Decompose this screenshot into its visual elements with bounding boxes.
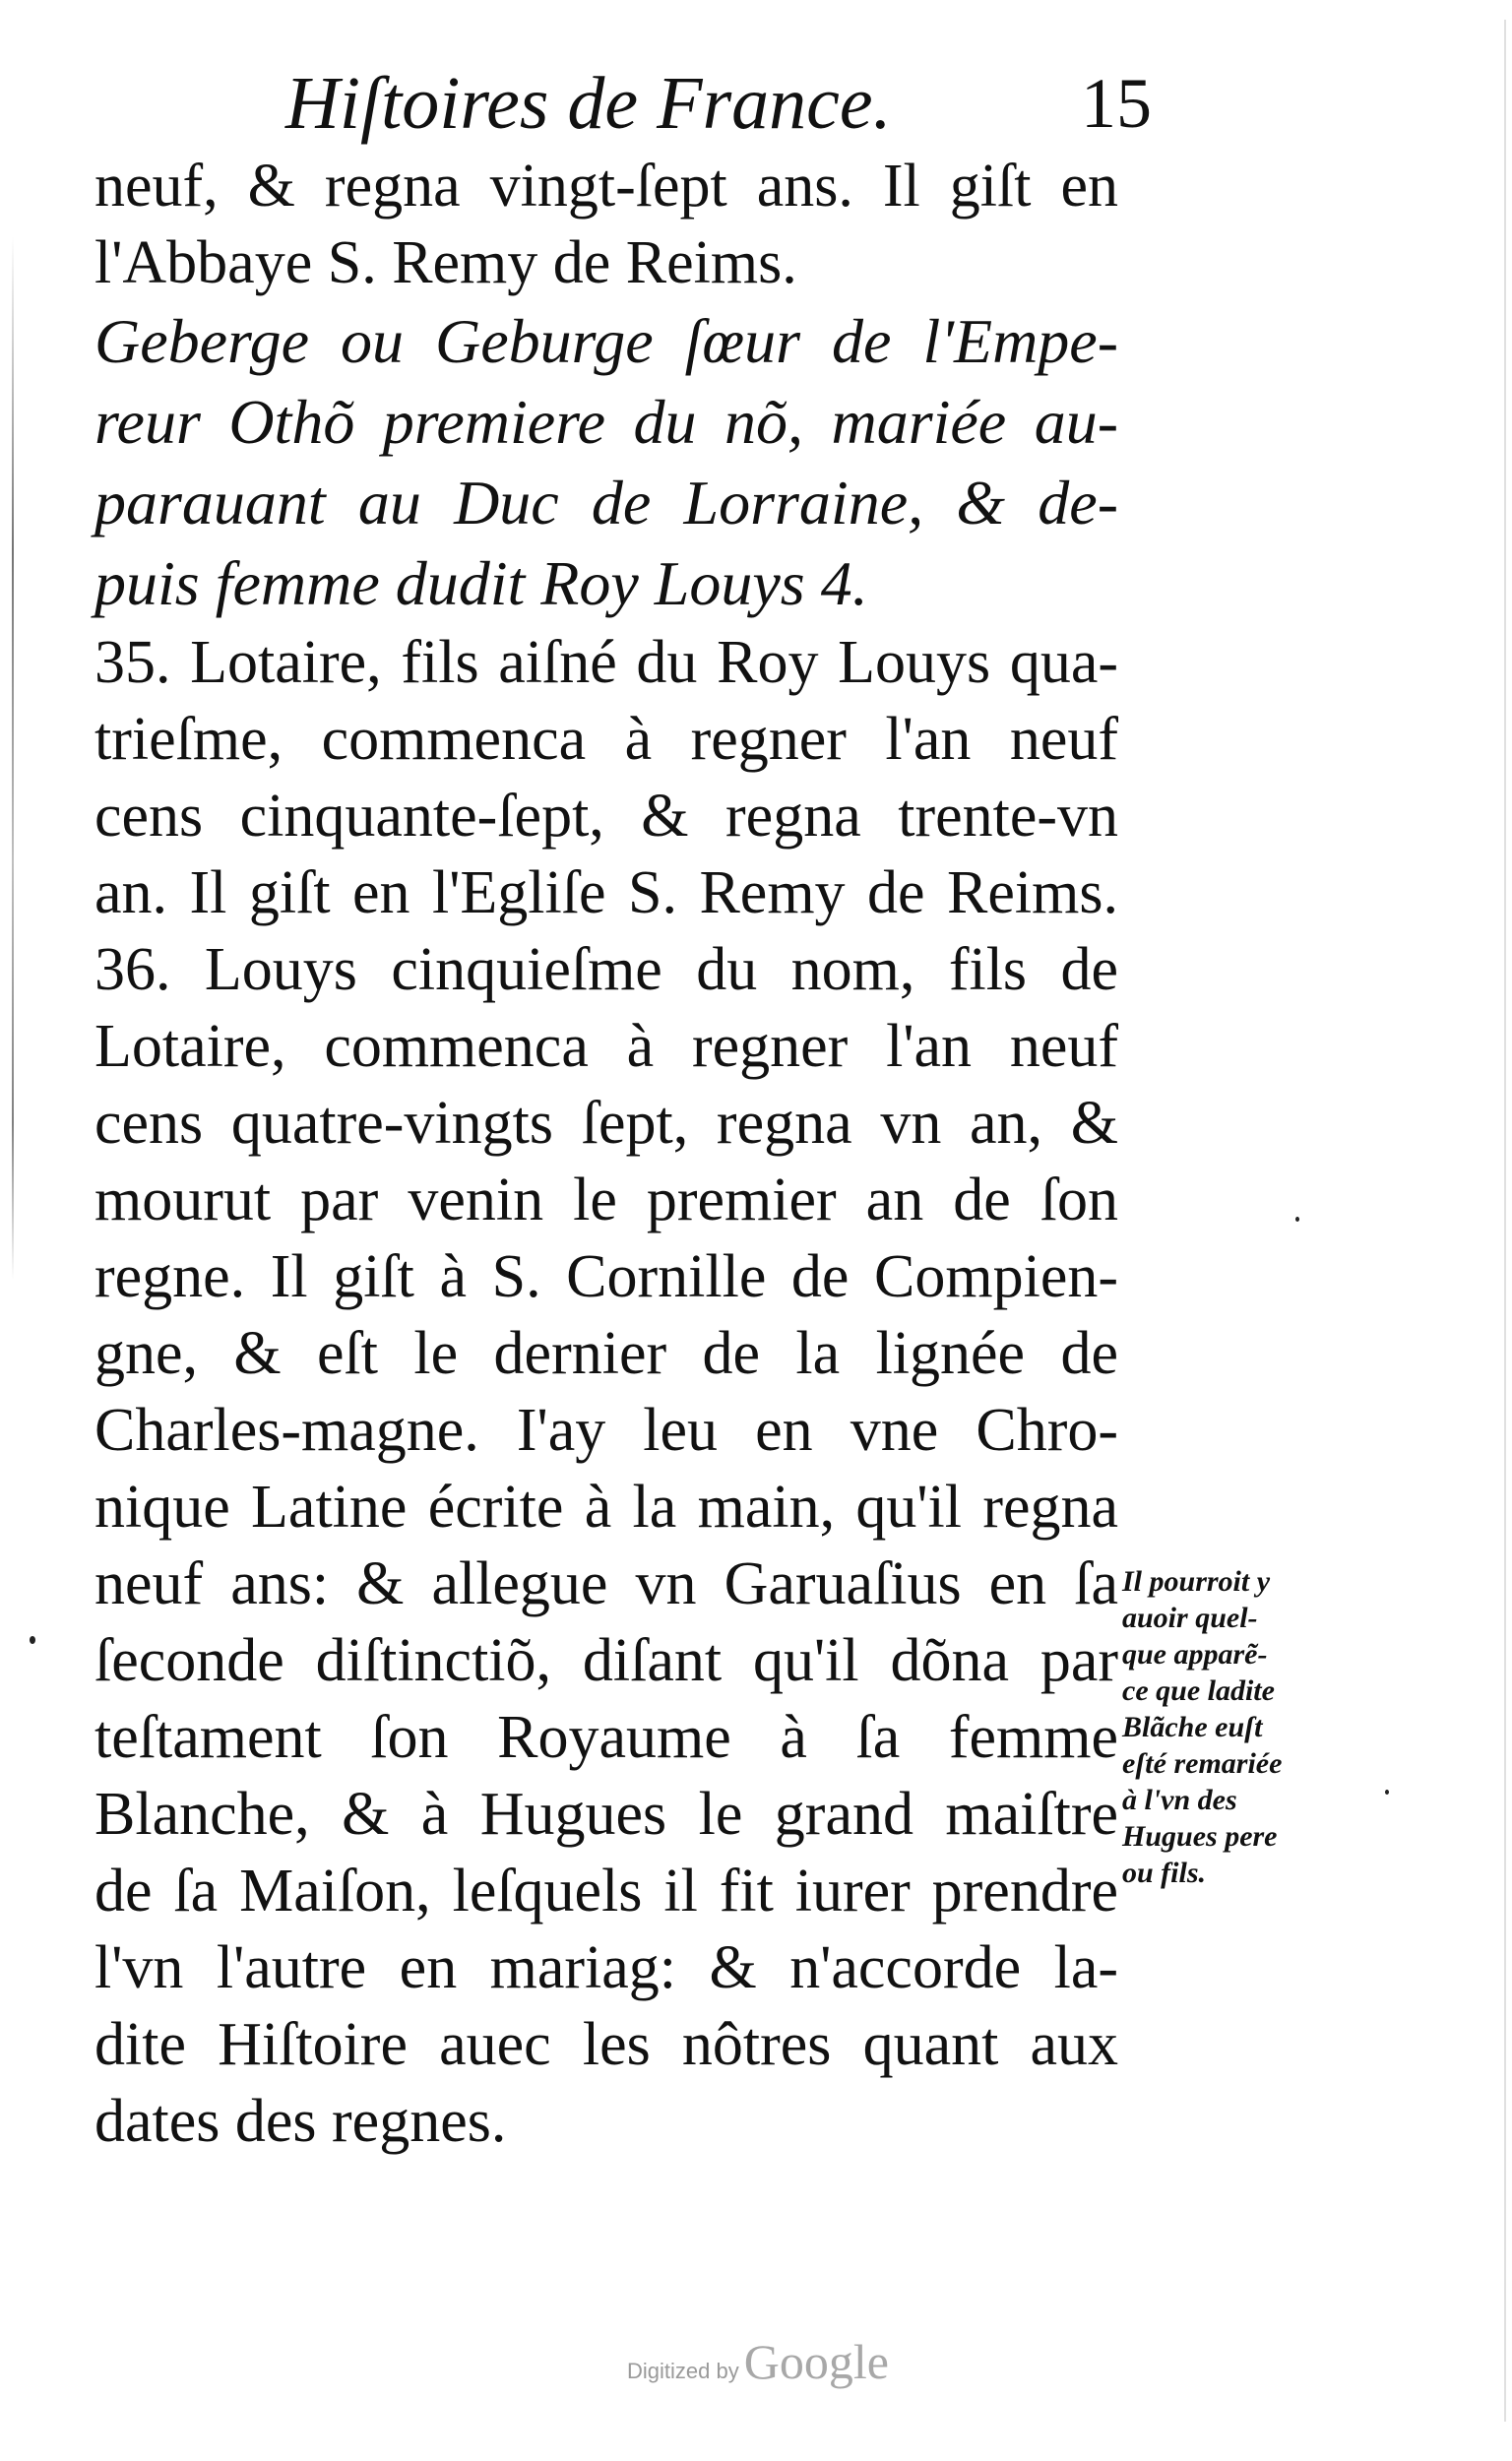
text-line: Geberge ou Geburge ſœur de l'Empe- — [94, 306, 1118, 376]
body-text — [94, 148, 1118, 2160]
text-line: cens quatre-vingts ſept, regna vn an, & — [94, 1090, 1118, 1157]
margin-note-line: Hugues pere — [1122, 1820, 1278, 1853]
binding-edge — [12, 236, 14, 1280]
text-line: parauant au Duc de Lorraine, & de- — [94, 468, 1118, 537]
text-line: cens cinquante-ſept, & regna trente-vn — [94, 783, 1118, 850]
text-line: mourut par venin le premier an de ſon — [94, 1167, 1118, 1233]
margin-note-line: eſté remariée — [1122, 1747, 1283, 1780]
text-line: dates des regnes. — [94, 2088, 507, 2155]
running-title: Hiſtoires de France. — [285, 62, 892, 145]
text-line: reur Othõ premiere du nõ, mariée au- — [94, 387, 1118, 457]
text-line: 35. Lotaire, fils aiſné du Roy Louys qua- — [94, 629, 1118, 696]
text-line: dite Hiſtoire auec les nôtres quant aux — [94, 2011, 1118, 2078]
text-line: puis femme dudit Roy Louys 4. — [94, 548, 868, 618]
text-line: trieſme, commenca à regner l'an neuf — [94, 706, 1118, 773]
text-line: neuf ans: & allegue vn Garuaſius en ſa — [94, 1550, 1118, 1617]
margin-note-line: à l'vn des — [1122, 1784, 1237, 1816]
text-line: 36. Louys cinquieſme du nom, fils de — [94, 936, 1118, 1003]
margin-note-line: auoir quel- — [1122, 1602, 1258, 1634]
margin-note-line: Blãche euſt — [1122, 1711, 1263, 1743]
ink-speck — [1295, 1217, 1299, 1222]
page-number: 15 — [1081, 64, 1152, 143]
text-line: regne. Il giſt à S. Cornille de Compien- — [94, 1243, 1118, 1310]
ink-speck — [30, 1636, 35, 1644]
margin-note-line: Il pourroit y — [1122, 1565, 1271, 1598]
text-line: l'Abbaye S. Remy de Reims. — [94, 229, 797, 296]
google-logo: Google — [743, 2334, 889, 2389]
text-line: Lotaire, commenca à regner l'an neuf — [94, 1013, 1118, 1080]
ink-speck — [1385, 1790, 1389, 1795]
margin-note — [1122, 1563, 1358, 1891]
digitized-watermark — [571, 2333, 945, 2402]
text-line: Charles-magne. I'ay leu en vne Chro- — [94, 1397, 1118, 1464]
text-line: Blanche, & à Hugues le grand maiſtre — [94, 1781, 1118, 1848]
text-line: gne, & eſt le dernier de la lignée de — [94, 1320, 1118, 1387]
text-line: l'vn l'autre en mariag: & n'accorde la- — [94, 1934, 1118, 2001]
margin-note-line: ou fils. — [1122, 1857, 1207, 1889]
text-line: nique Latine écrite à la main, qu'il regna — [94, 1474, 1118, 1541]
text-line: teſtament ſon Royaume à ſa femme — [94, 1704, 1118, 1771]
text-line: an. Il giſt en l'Egliſe S. Remy de Reims. — [94, 859, 1118, 926]
text-line: ſeconde diſtinctiõ, diſant qu'il dõna par — [94, 1627, 1118, 1694]
watermark-prefix: Digitized by — [626, 2359, 739, 2383]
page-header — [285, 59, 1152, 148]
margin-note-line: que apparẽ- — [1122, 1638, 1268, 1671]
text-line: neuf, & regna vingt-ſept ans. Il giſt en — [94, 153, 1118, 220]
page-edge — [1504, 20, 1506, 2422]
margin-note-line: ce que ladite — [1122, 1674, 1275, 1707]
text-line: de ſa Maiſon, leſquels il fit iurer prendre — [94, 1858, 1118, 1925]
